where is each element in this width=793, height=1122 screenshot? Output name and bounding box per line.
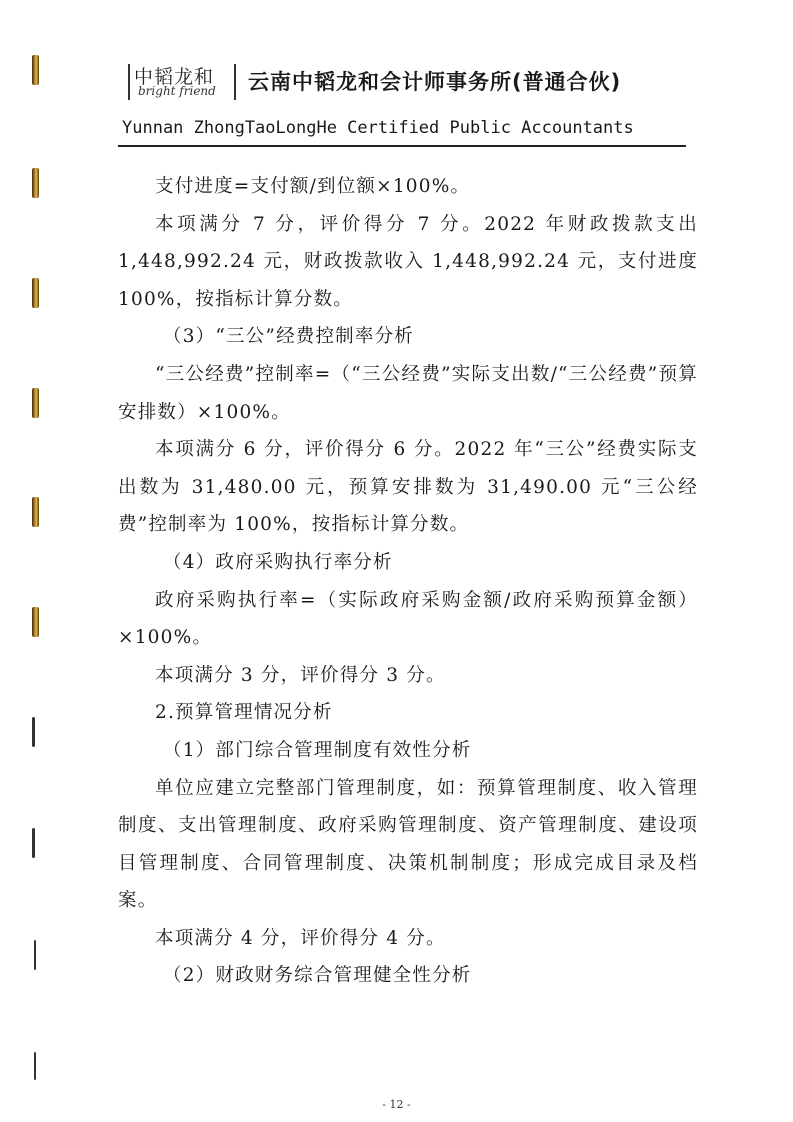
section-heading: （3）“三公”经费控制率分析 xyxy=(163,326,414,348)
binding-hole xyxy=(32,168,39,198)
binding-hole xyxy=(32,717,35,747)
section-heading: （2）财政财务综合管理健全性分析 xyxy=(163,965,472,987)
section-heading: （4）政府采购执行率分析 xyxy=(163,551,393,573)
logo-english-text: bright friend xyxy=(138,84,216,98)
binding-hole xyxy=(34,1052,36,1080)
header-divider xyxy=(118,145,686,147)
firm-name-chinese: 云南中韬龙和会计师事务所(普通合伙) xyxy=(248,70,622,94)
binding-hole xyxy=(32,55,39,85)
paragraph: “三公经费”控制率=（“三公经费”实际支出数/“三公经费”预算安排数）×100%。 xyxy=(118,363,698,423)
binding-hole xyxy=(32,497,39,527)
paragraph: 本项满分 7 分，评价得分 7 分。2022 年财政拨款支出 1,448,992.24 元，财政拨款收入 1,448,992.24 元，支付进度 100%，按指标计算分数。 xyxy=(118,213,698,310)
binding-hole xyxy=(32,388,39,418)
paragraph: 单位应建立完整部门管理制度，如：预算管理制度、收入管理制度、支出管理制度、政府采购管理制度、资产管理制度、建设项目管理制度、合同管理制度、决策机制制度；形成完成目录及档案。 xyxy=(118,777,698,912)
page-number: - 12 - xyxy=(382,1098,411,1111)
paragraph: 本项满分 6 分，评价得分 6 分。2022 年“三公”经费实际支出数为 31,480.00 元，预算安排数为 31,490.00 元“三公经费”控制率为 100%，按指标计算分数。 xyxy=(118,439,698,536)
paragraph: 本项满分 3 分，评价得分 3 分。 xyxy=(155,664,446,686)
logo-divider xyxy=(234,64,236,100)
logo-divider xyxy=(128,64,130,100)
section-heading: （1）部门综合管理制度有效性分析 xyxy=(163,739,472,761)
firm-logo xyxy=(128,62,240,104)
paragraph: 本项满分 4 分，评价得分 4 分。 xyxy=(155,927,446,949)
binding-hole xyxy=(32,278,39,308)
binding-hole xyxy=(34,940,36,970)
logo-chinese-text: 中韬龙和 xyxy=(134,66,215,88)
binding-hole xyxy=(32,607,39,637)
document-body xyxy=(118,168,698,995)
firm-name-english: Yunnan ZhongTaoLongHe Certified Public Accountants xyxy=(122,118,634,138)
binding-hole xyxy=(32,828,35,858)
paragraph: 支付进度=支付额/到位额×100%。 xyxy=(155,176,471,197)
paragraph: 政府采购执行率=（实际政府采购金额/政府采购预算金额）×100%。 xyxy=(118,589,698,649)
section-heading: 2.预算管理情况分析 xyxy=(155,702,333,724)
